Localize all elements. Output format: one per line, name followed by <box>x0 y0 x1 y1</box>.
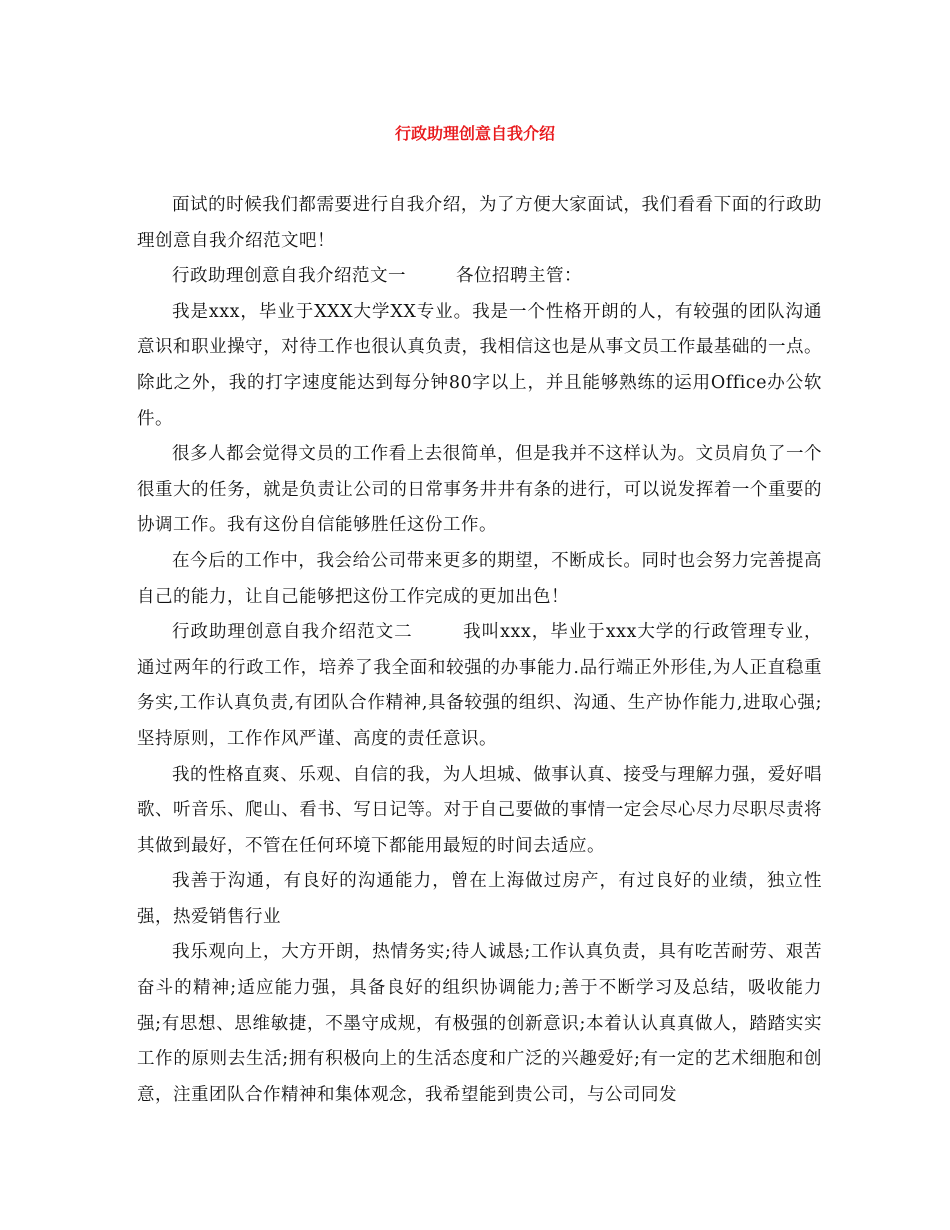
document-title: 行政助理创意自我介绍 <box>394 124 555 143</box>
paragraph-intro: 面试的时候我们都需要进行自我介绍，为了方便大家面试，我们看看下面的行政助理创意自我介绍范文吧！ <box>137 195 822 251</box>
paragraph-sample-two <box>137 615 822 757</box>
paragraph-communication: 我善于沟通，有良好的沟通能力，曾在上海做过房产，有过良好的业绩，独立性强，热爱销售行业 <box>137 871 822 927</box>
paragraph-future: 在今后的工作中，我会给公司带来更多的期望，不断成长。同时也会努力完善提高自己的能力，让自己能够把这份工作完成的更加出色！ <box>137 550 822 607</box>
paragraph-sample-one-heading <box>137 259 822 295</box>
paragraph-personality: 我的性格直爽、乐观、自信的我，为人坦城、做事认真、接受与理解力强，爱好唱歌、听音乐、爬山、看书、写日记等。对于自己要做的事情一定会尽心尽力尽职尽责将其做到最好，不管在任何环境下都能用最短的时间去适应。 <box>137 764 822 856</box>
sample-two-label: 行政助理创意自我介绍范文二 <box>172 622 413 643</box>
sample-two-text: 我叫xxx，毕业于xxx大学的行政管理专业，通过两年的行政工作，培养了我全面和较强的办事能力.品行端正外形佳,为人正直稳重务实,工作认真负责,有团队合作精神,具备较强的组织、沟通、生产协作能力,进取心强;坚持原则，工作作风严谨、高度的责任意识。 <box>137 622 823 749</box>
sample-one-label: 行政助理创意自我介绍范文一 <box>172 266 406 287</box>
sample-one-greeting: 各位招聘主管： <box>456 266 582 287</box>
paragraph-clerk-view: 很多人都会觉得文员的工作看上去很简单，但是我并不这样认为。文员肩负了一个很重大的任务，就是负责让公司的日常事务井井有条的进行，可以说发挥着一个重要的协调工作。我有这份自信能够胜任这份工作。 <box>137 444 822 536</box>
paragraph-self-intro: 我是xxx，毕业于XXX大学XX专业。我是一个性格开朗的人，有较强的团队沟通意识和职业操守，对待工作也很认真负责，我相信这也是从事文员工作最基础的一点。除此之外，我的打字速度能达到每分钟80字以上，并且能够熟练的运用Office办公软件。 <box>137 301 822 429</box>
document-body <box>137 188 822 1113</box>
paragraph-attitude: 我乐观向上，大方开朗，热情务实;待人诚恳;工作认真负责，具有吃苦耐劳、艰苦奋斗的精神;适应能力强，具备良好的组织协调能力;善于不断学习及总结，吸收能力强;有思想、思维敏捷，不墨守成规，有极强的创新意识;本着认认真真做人，踏踏实实工作的原则去生活;拥有积极向上的生活态度和广泛的兴趣爱好;有一定的艺术细胞和创意，注重团队合作精神和集体观念，我希望能到贵公司，与公司同发 <box>137 942 822 1105</box>
